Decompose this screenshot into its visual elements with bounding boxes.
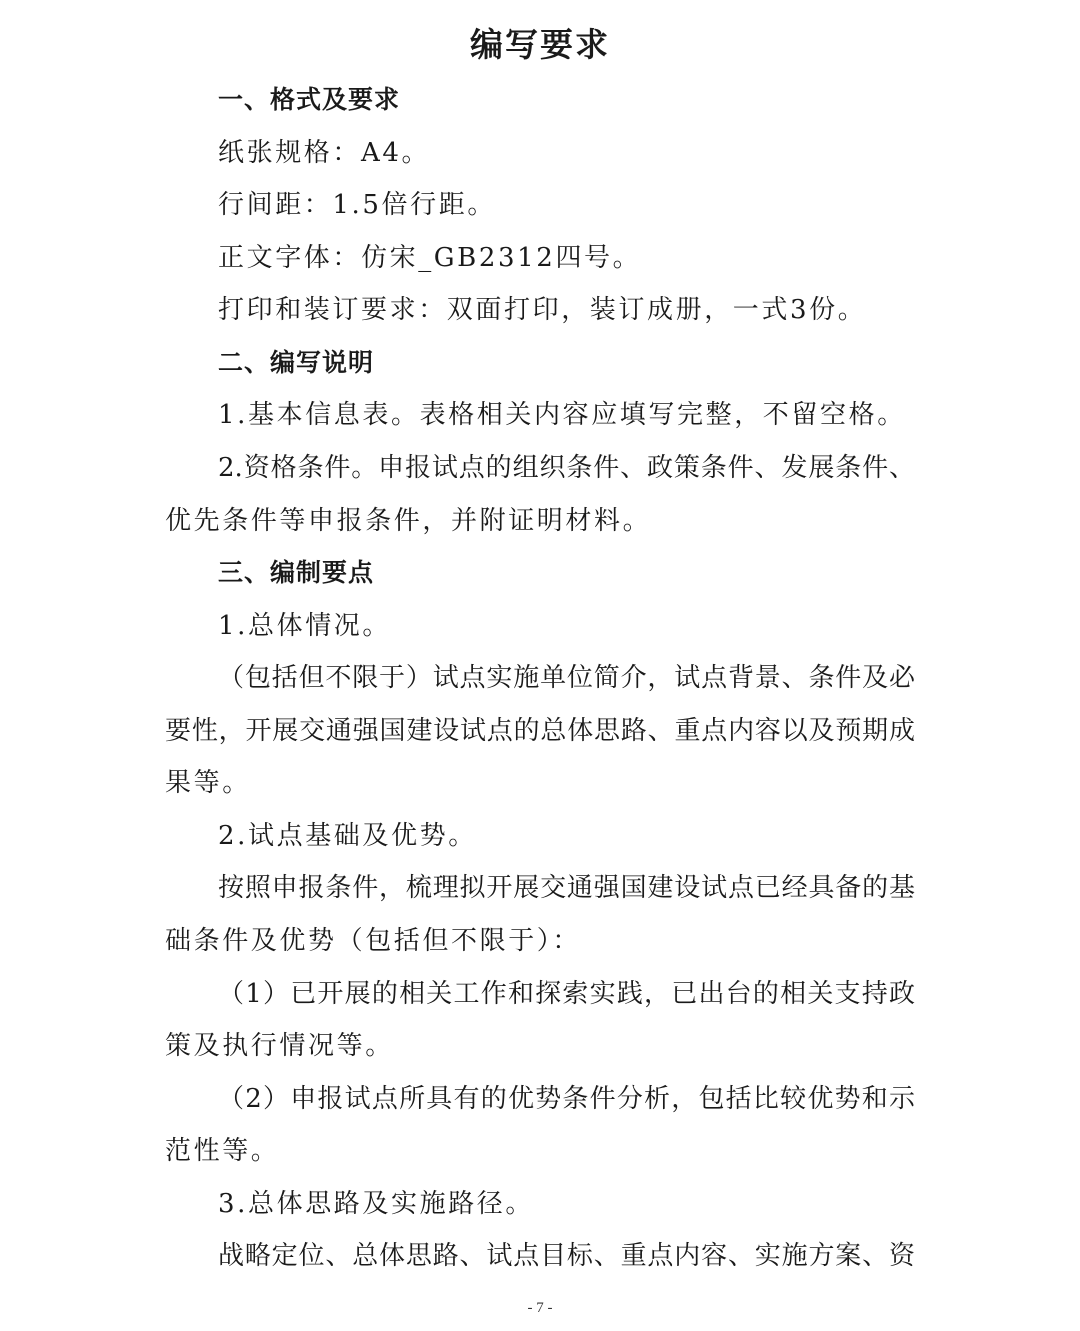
section-1-heading: 一、格式及要求	[218, 85, 401, 114]
section-2-item-1: 1.基本信息表。表格相关内容应填写完整，不留空格。	[218, 400, 906, 430]
section-3-point-3-line-1: 战略定位、总体思路、试点目标、重点内容、实施方案、资	[218, 1241, 915, 1271]
paper-spec-text: 纸张规格：A4。	[218, 138, 431, 168]
line-spacing-text: 行间距：1.5倍行距。	[218, 190, 496, 220]
section-3-point-3-title: 3.总体思路及实施路径。	[218, 1189, 535, 1219]
section-2-item-2-line-1: 2.资格条件。申报试点的组织条件、政策条件、发展条件、	[218, 453, 915, 483]
page-title: 编写要求	[470, 25, 610, 64]
section-3-point-1-line-3: 果等。	[165, 768, 251, 798]
body-font-text: 正文字体：仿宋_GB2312四号。	[218, 243, 642, 273]
section-3-point-1-line-2: 要性，开展交通强国建设试点的总体思路、重点内容以及预期成	[165, 716, 915, 746]
section-3-point-2-title: 2.试点基础及优势。	[218, 821, 477, 851]
section-3-point-2-sub-1-line-1: （1）已开展的相关工作和探索实践，已出台的相关支持政	[218, 979, 915, 1009]
section-3-point-1-line-1: （包括但不限于）试点实施单位简介，试点背景、条件及必	[218, 663, 915, 693]
section-3-point-2-sub-2-line-1: （2）申报试点所具有的优势条件分析，包括比较优势和示	[218, 1084, 915, 1114]
section-3-point-2-sub-2-line-2: 范性等。	[165, 1136, 280, 1166]
section-2-heading: 二、编写说明	[218, 348, 375, 377]
section-3-point-2-sub-1-line-2: 策及执行情况等。	[165, 1031, 394, 1061]
page-number: - 7 -	[527, 1300, 553, 1316]
section-2-item-2-line-2: 优先条件等申报条件，并附证明材料。	[165, 506, 652, 536]
print-binding-text: 打印和装订要求：双面打印，装订成册，一式3份。	[218, 295, 867, 325]
section-3-point-2-line-2: 础条件及优势（包括但不限于）：	[165, 926, 582, 956]
section-3-point-1-title: 1.总体情况。	[218, 611, 392, 641]
section-3-point-2-line-1: 按照申报条件，梳理拟开展交通强国建设试点已经具备的基	[218, 873, 915, 903]
section-3-heading: 三、编制要点	[218, 558, 375, 587]
